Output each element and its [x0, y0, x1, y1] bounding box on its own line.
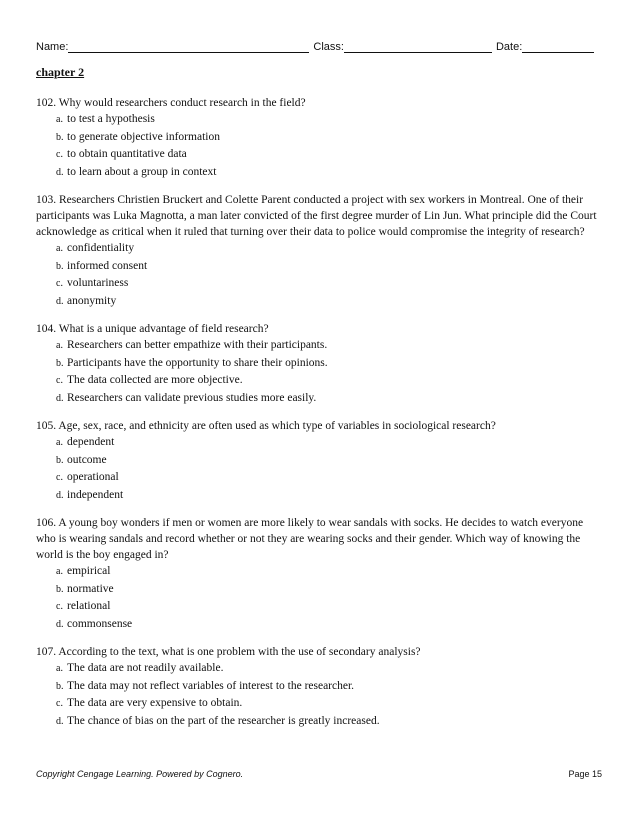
option-letter: d.	[56, 618, 64, 630]
option-letter: a.	[56, 663, 63, 674]
option-text: The chance of bias on the part of the researcher is greatly increased.	[67, 714, 380, 727]
class-line	[344, 40, 492, 53]
question-105	[36, 418, 602, 504]
question-stem: 105. Age, sex, race, and ethnicity are often used as which type of variables in sociological research?	[36, 420, 496, 432]
date-label: Date:	[495, 41, 523, 53]
option-letter: b.	[56, 680, 64, 692]
option-b	[36, 129, 602, 147]
question-103	[36, 192, 602, 310]
option-a	[36, 240, 602, 258]
option-letter: b.	[56, 454, 64, 466]
option-c	[36, 372, 602, 390]
question-106	[36, 515, 602, 633]
option-c	[36, 695, 602, 713]
option-letter: b.	[56, 260, 64, 272]
option-letter: a.	[56, 243, 63, 254]
option-letter: a.	[56, 114, 63, 125]
name-line	[68, 40, 309, 53]
option-text: The data are not readily available.	[67, 662, 224, 674]
question-stem: 106. A young boy wonders if men or women are more likely to wear sandals with socks. He decides to watch everyone who is wearing sandals and record whether or not they are wearing socks and their gender. Which way of knowing the world is the boy engaged in?	[36, 517, 584, 561]
date-line	[522, 40, 594, 53]
option-b	[36, 581, 602, 599]
option-b	[36, 355, 602, 373]
question-list	[36, 95, 602, 741]
option-text: outcome	[67, 453, 107, 466]
option-a	[36, 660, 602, 678]
page-number: Page 15	[568, 769, 602, 779]
copyright-text: Copyright Cengage Learning. Powered by Cognero.	[36, 769, 244, 779]
option-text: operational	[67, 471, 119, 483]
question-104	[36, 321, 602, 407]
option-text: to generate objective information	[67, 130, 220, 143]
option-text: relational	[67, 600, 111, 612]
option-b	[36, 452, 602, 470]
option-text: The data may not reflect variables of interest to the researcher.	[67, 679, 355, 692]
option-letter: b.	[56, 357, 64, 369]
option-c	[36, 598, 602, 616]
option-text: Participants have the opportunity to share their opinions.	[67, 356, 328, 369]
option-letter: c.	[56, 375, 63, 386]
option-text: The data are very expensive to obtain.	[67, 697, 243, 709]
class-label: Class:	[313, 41, 344, 53]
question-stem: 102. Why would researchers conduct research in the field?	[36, 97, 306, 109]
option-a	[36, 434, 602, 452]
page-header	[36, 37, 602, 53]
option-text: to obtain quantitative data	[67, 148, 187, 160]
name-label: Name:	[36, 41, 69, 53]
option-letter: b.	[56, 583, 64, 595]
question-107	[36, 644, 602, 730]
option-text: dependent	[67, 436, 115, 448]
option-text: Researchers can better empathize with their participants.	[67, 339, 328, 351]
option-letter: d.	[56, 489, 64, 501]
option-d	[36, 713, 602, 731]
page-footer	[36, 767, 602, 781]
option-letter: c.	[56, 278, 63, 289]
option-text: commonsense	[67, 617, 133, 630]
option-text: confidentiality	[67, 242, 135, 254]
option-letter: a.	[56, 437, 63, 448]
option-a	[36, 111, 602, 129]
option-text: to test a hypothesis	[67, 113, 155, 125]
option-a	[36, 337, 602, 355]
option-c	[36, 469, 602, 487]
option-b	[36, 678, 602, 696]
option-letter: b.	[56, 131, 64, 143]
option-a	[36, 563, 602, 581]
option-letter: d.	[56, 715, 64, 727]
option-d	[36, 164, 602, 182]
option-text: empirical	[67, 565, 111, 577]
option-d	[36, 616, 602, 634]
question-stem: 103. Researchers Christien Bruckert and Colette Parent conducted a project with sex workers in Montreal. One of their participants was Luka Magnotta, a man later convicted of the first degree murder of Lin Jun. What principle did the Court acknowledge as critical when it ruled that turning over their data to police would compromise the integrity of research?	[36, 194, 597, 238]
option-d	[36, 487, 602, 505]
option-letter: d.	[56, 392, 64, 404]
option-letter: d.	[56, 295, 64, 307]
question-stem: 107. According to the text, what is one problem with the use of secondary analysis?	[36, 646, 421, 658]
option-b	[36, 258, 602, 276]
option-c	[36, 275, 602, 293]
option-text: to learn about a group in context	[67, 165, 217, 178]
option-letter: a.	[56, 340, 63, 351]
option-letter: c.	[56, 149, 63, 160]
option-text: anonymity	[67, 294, 117, 307]
option-d	[36, 293, 602, 311]
option-text: Researchers can validate previous studies more easily.	[67, 391, 317, 404]
option-letter: c.	[56, 472, 63, 483]
option-d	[36, 390, 602, 408]
option-text: independent	[67, 488, 124, 501]
option-text: informed consent	[67, 259, 148, 272]
option-text: The data collected are more objective.	[67, 374, 243, 386]
question-102	[36, 95, 602, 181]
option-letter: c.	[56, 698, 63, 709]
option-letter: d.	[56, 166, 64, 178]
option-c	[36, 146, 602, 164]
option-letter: a.	[56, 566, 63, 577]
question-stem: 104. What is a unique advantage of field research?	[36, 323, 269, 335]
option-text: normative	[67, 582, 114, 595]
option-letter: c.	[56, 601, 63, 612]
option-text: voluntariness	[67, 277, 129, 289]
chapter-title: chapter 2	[36, 65, 85, 79]
